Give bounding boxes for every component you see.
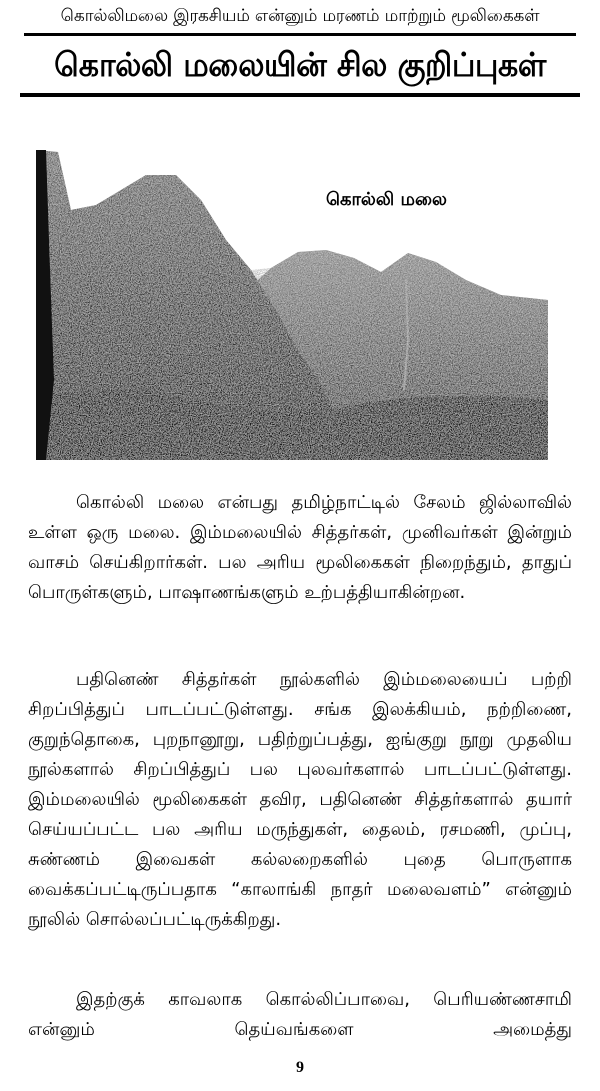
paragraph-text: பதினெண் சித்தர்கள் நூல்களில் இம்மலையைப் பற்றி சிறப்பித்துப் பாடப்பட்டுள்ளது. சங்க இலக்கியம், நற்றிணை, குறுந்தொகை, புறநானூறு, பதிற்றுப்பத்து, ஐங்குறு நூறு முதலிய நூல்களால் சிறப்பித்துப் பல புலவர்களால் பாடப்பட்டுள்ளது. இம்மலையில் மூலிகைகள் தவிர, பதினெண் சித்தர்களால் தயார் செய்யப்பட்ட பல அரிய மருந்துகள், தைலம், ரசமணி, முப்பு, சுண்ணம் இவைகள் கல்லறைகளில் புதை பொருளாக வைக்கப்பட்டிருப்பதாக “காலாங்கி நாதர் மலைவளம்” என்னும் நூலில் சொல்லப்பட்டிருக்கிறது. [28,669,572,930]
paragraph-text: கொல்லி மலை என்பது தமிழ்நாட்டில் சேலம் ஜில்லாவில் உள்ள ஒரு மலை. இம்மலையில் சித்தர்கள், முனிவர்கள் இன்றும் வாசம் செய்கிறார்கள். பல அரிய மூலிகைகள் நிறைந்தும், தாதுப் பொருள்களும், பாஷாணங்களும் உற்பத்தியாகின்றன. [28,492,572,603]
paragraph-text: இதற்குக் காவலாக கொல்லிப்பாவை, பெரியண்ணசாமி என்னும் தெய்வங்களை அமைத்து [28,989,572,1040]
photo-caption: கொல்லி மலை [326,189,447,210]
header-rule [24,33,576,36]
mountain-photo-image [36,150,548,460]
mountain-photo [36,150,548,460]
body-paragraph-3 [28,985,572,1045]
body-paragraph-2 [28,665,572,935]
chapter-title: கொல்லி மலையின் சில குறிப்புகள் [54,45,546,84]
title-rule [20,93,580,97]
running-header: கொல்லிமலை இரகசியம் என்னும் மரணம் மாற்றும் மூலிகைகள் [60,6,540,26]
body-paragraph-1 [28,488,572,608]
page-number: 9 [296,1059,304,1076]
